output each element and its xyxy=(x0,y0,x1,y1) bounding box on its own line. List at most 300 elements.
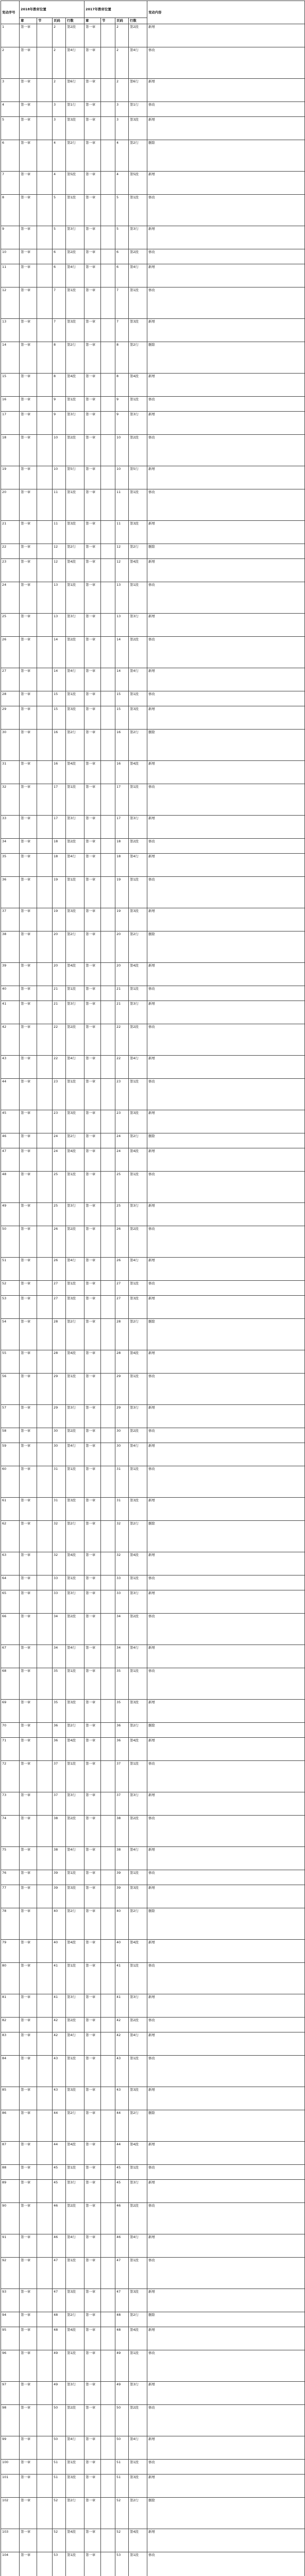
cell-page-2018: 39 xyxy=(53,1885,66,1908)
cell-chapter-2018: 第一章 xyxy=(20,854,37,877)
cell-content: 新增 xyxy=(147,908,305,931)
cell-content: 新增 xyxy=(147,1700,305,1723)
cell-chapter-2018: 第一章 xyxy=(20,706,37,730)
table-row xyxy=(1,1056,305,1079)
cell-chapter-2017: 第一章 xyxy=(84,1885,101,1908)
cell-section-2018 xyxy=(37,908,53,931)
cell-seq: 88 xyxy=(1,2165,20,2180)
cell-chapter-2017: 第一章 xyxy=(84,816,101,839)
cell-page-2018: 15 xyxy=(53,706,66,730)
cell-content: 删除 xyxy=(147,2110,305,2142)
cell-row-2018: 第2段 xyxy=(66,1024,84,1056)
cell-chapter-2018: 第一章 xyxy=(20,2032,37,2056)
cell-section-2018 xyxy=(37,637,53,668)
cell-row-2017: 第3段 xyxy=(129,319,147,342)
cell-section-2017 xyxy=(101,1521,115,1552)
cell-page-2018: 18 xyxy=(53,854,66,877)
cell-page-2018: 22 xyxy=(53,1056,66,1079)
cell-chapter-2017: 第一章 xyxy=(84,1024,101,1056)
cell-row-2018: 第3行 xyxy=(66,1405,84,1428)
cell-section-2018 xyxy=(37,1056,53,1079)
cell-page-2018: 51 xyxy=(53,2475,66,2498)
cell-seq: 39 xyxy=(1,963,20,986)
cell-section-2018 xyxy=(37,2350,53,2382)
table-row xyxy=(1,582,305,614)
cell-page-2018: 27 xyxy=(53,1281,66,1296)
cell-page-2018: 17 xyxy=(53,784,66,816)
cell-chapter-2017: 第一章 xyxy=(84,79,101,102)
cell-seq: 74 xyxy=(1,1816,20,1847)
cell-page-2017: 14 xyxy=(115,668,129,691)
cell-section-2017 xyxy=(101,1350,115,1374)
cell-chapter-2018: 第一章 xyxy=(20,839,37,854)
table-row xyxy=(1,1374,305,1405)
cell-content: 删除 xyxy=(147,342,305,374)
cell-section-2018 xyxy=(37,1668,53,1700)
cell-section-2018 xyxy=(37,1203,53,1226)
cell-content: 新增 xyxy=(147,1645,305,1668)
cell-section-2017 xyxy=(101,963,115,986)
cell-row-2017: 第3行 xyxy=(129,2382,147,2405)
cell-chapter-2018: 第一章 xyxy=(20,2529,37,2552)
cell-page-2018: 7 xyxy=(53,287,66,319)
cell-seq: 73 xyxy=(1,1792,20,1816)
cell-seq: 17 xyxy=(1,412,20,435)
cell-content: 删除 xyxy=(147,931,305,963)
cell-section-2017 xyxy=(101,1870,115,1885)
cell-page-2017: 36 xyxy=(115,1723,129,1738)
cell-chapter-2018: 第一章 xyxy=(20,226,37,249)
cell-chapter-2018: 第一章 xyxy=(20,1963,37,1994)
cell-chapter-2018: 第一章 xyxy=(20,1056,37,1079)
cell-row-2017: 第2行 xyxy=(129,544,147,559)
cell-chapter-2018: 第一章 xyxy=(20,1110,37,1133)
cell-page-2017: 28 xyxy=(115,1319,129,1350)
cell-seq: 32 xyxy=(1,784,20,816)
table-row xyxy=(1,102,305,117)
cell-chapter-2017: 第一章 xyxy=(84,706,101,730)
cell-row-2018: 第2段 xyxy=(66,1816,84,1847)
cell-page-2018: 9 xyxy=(53,397,66,412)
cell-content: 修改 xyxy=(147,637,305,668)
cell-row-2018: 第3段 xyxy=(66,706,84,730)
cell-page-2017: 33 xyxy=(115,1575,129,1590)
cell-row-2017: 第4段 xyxy=(129,1148,147,1172)
cell-section-2017 xyxy=(101,264,115,287)
cell-page-2018: 38 xyxy=(53,1847,66,1870)
cell-page-2018: 9 xyxy=(53,412,66,435)
cell-row-2018: 第1段 xyxy=(66,2552,84,2576)
cell-row-2018: 第4行 xyxy=(66,1847,84,1870)
cell-row-2017: 第1段 xyxy=(129,397,147,412)
cell-row-2017: 第3段 xyxy=(129,1296,147,1319)
cell-seq: 56 xyxy=(1,1374,20,1405)
cell-page-2018: 47 xyxy=(53,2289,66,2312)
cell-content: 新增 xyxy=(147,1940,305,1963)
cell-content: 新增 xyxy=(147,2234,305,2258)
cell-seq: 70 xyxy=(1,1723,20,1738)
cell-page-2018: 45 xyxy=(53,2165,66,2180)
cell-chapter-2018: 第一章 xyxy=(20,877,37,908)
cell-page-2018: 48 xyxy=(53,2312,66,2327)
cell-content: 修改 xyxy=(147,47,305,79)
cell-page-2017: 40 xyxy=(115,1908,129,1940)
cell-page-2017: 2 xyxy=(115,47,129,79)
cell-row-2018: 第3段 xyxy=(66,1110,84,1133)
cell-chapter-2018: 第一章 xyxy=(20,1498,37,1521)
cell-content: 新增 xyxy=(147,24,305,47)
cell-section-2018 xyxy=(37,1816,53,1847)
cell-row-2018: 第1段 xyxy=(66,1668,84,1700)
cell-row-2017: 第1段 xyxy=(129,2165,147,2180)
cell-page-2018: 27 xyxy=(53,1296,66,1319)
cell-seq: 55 xyxy=(1,1350,20,1374)
cell-section-2017 xyxy=(101,2258,115,2289)
revision-table xyxy=(1,1,305,2576)
cell-row-2017: 第3段 xyxy=(129,117,147,140)
cell-chapter-2018: 第一章 xyxy=(20,1203,37,1226)
cell-chapter-2018: 第一章 xyxy=(20,2327,37,2350)
cell-row-2018: 第2行 xyxy=(66,342,84,374)
cell-chapter-2017: 第一章 xyxy=(84,637,101,668)
cell-section-2017 xyxy=(101,412,115,435)
table-row xyxy=(1,691,305,706)
cell-chapter-2017: 第一章 xyxy=(84,1994,101,2018)
table-row xyxy=(1,839,305,854)
cell-row-2018: 第2段 xyxy=(66,435,84,466)
cell-row-2018: 第3行 xyxy=(66,1590,84,1614)
cell-seq: 100 xyxy=(1,2460,20,2475)
cell-page-2018: 4 xyxy=(53,172,66,195)
cell-seq: 3 xyxy=(1,79,20,102)
cell-row-2017: 第4段 xyxy=(129,761,147,784)
cell-page-2018: 30 xyxy=(53,1428,66,1443)
cell-section-2018 xyxy=(37,614,53,637)
cell-chapter-2017: 第一章 xyxy=(84,1614,101,1645)
cell-row-2017: 第2段 xyxy=(129,24,147,47)
cell-page-2018: 46 xyxy=(53,2234,66,2258)
cell-chapter-2018: 第一章 xyxy=(20,908,37,931)
cell-content: 新增 xyxy=(147,2436,305,2460)
table-row xyxy=(1,1940,305,1963)
cell-section-2018 xyxy=(37,2142,53,2165)
table-header-row xyxy=(1,1,305,18)
cell-page-2017: 16 xyxy=(115,761,129,784)
cell-page-2018: 34 xyxy=(53,1645,66,1668)
cell-page-2018: 46 xyxy=(53,2203,66,2234)
cell-page-2017: 13 xyxy=(115,582,129,614)
cell-row-2018: 第3行 xyxy=(66,2382,84,2405)
cell-row-2017: 第3行 xyxy=(129,412,147,435)
cell-content: 新增 xyxy=(147,1001,305,1024)
cell-seq: 4 xyxy=(1,102,20,117)
cell-section-2018 xyxy=(37,1319,53,1350)
cell-chapter-2017: 第一章 xyxy=(84,489,101,521)
cell-page-2018: 3 xyxy=(53,102,66,117)
cell-chapter-2018: 第一章 xyxy=(20,668,37,691)
cell-content: 新增 xyxy=(147,1258,305,1281)
cell-page-2018: 10 xyxy=(53,466,66,489)
table-row xyxy=(1,1319,305,1350)
cell-chapter-2017: 第一章 xyxy=(84,730,101,761)
cell-row-2017: 第4行 xyxy=(129,2436,147,2460)
cell-seq: 16 xyxy=(1,397,20,412)
cell-chapter-2017: 第一章 xyxy=(84,2258,101,2289)
cell-row-2017: 第1段 xyxy=(129,986,147,1001)
cell-row-2018: 第2段 xyxy=(66,2018,84,2032)
cell-row-2018: 第3行 xyxy=(66,1203,84,1226)
cell-content: 新增 xyxy=(147,1056,305,1079)
cell-section-2018 xyxy=(37,1110,53,1133)
cell-row-2017: 第2段 xyxy=(129,435,147,466)
cell-row-2017: 第4段 xyxy=(129,2327,147,2350)
cell-content: 新增 xyxy=(147,1498,305,1521)
cell-chapter-2017: 第一章 xyxy=(84,1319,101,1350)
cell-row-2017: 第2段 xyxy=(129,2405,147,2436)
cell-chapter-2017: 第一章 xyxy=(84,2382,101,2405)
cell-chapter-2017: 第一章 xyxy=(84,374,101,397)
table-row xyxy=(1,730,305,761)
cell-seq: 60 xyxy=(1,1466,20,1498)
cell-chapter-2017: 第一章 xyxy=(84,1575,101,1590)
cell-page-2018: 16 xyxy=(53,761,66,784)
cell-row-2018: 第1段 xyxy=(66,1963,84,1994)
cell-section-2017 xyxy=(101,854,115,877)
cell-row-2017: 第2行 xyxy=(129,1908,147,1940)
cell-section-2017 xyxy=(101,195,115,226)
cell-section-2017 xyxy=(101,1056,115,1079)
cell-row-2017: 第3段 xyxy=(129,1700,147,1723)
cell-row-2018: 第3段 xyxy=(66,2087,84,2110)
cell-section-2017 xyxy=(101,931,115,963)
cell-seq: 61 xyxy=(1,1498,20,1521)
cell-page-2017: 17 xyxy=(115,784,129,816)
cell-chapter-2017: 第一章 xyxy=(84,582,101,614)
cell-seq: 6 xyxy=(1,140,20,172)
cell-row-2018: 第4行 xyxy=(66,2032,84,2056)
cell-chapter-2017: 第一章 xyxy=(84,102,101,117)
cell-section-2018 xyxy=(37,521,53,544)
cell-seq: 84 xyxy=(1,2056,20,2087)
cell-chapter-2017: 第一章 xyxy=(84,172,101,195)
cell-section-2018 xyxy=(37,784,53,816)
cell-page-2017: 11 xyxy=(115,489,129,521)
cell-section-2018 xyxy=(37,1281,53,1296)
cell-content: 新增 xyxy=(147,559,305,582)
cell-section-2017 xyxy=(101,1994,115,2018)
cell-row-2018: 第6行 xyxy=(66,79,84,102)
table-row xyxy=(1,1281,305,1296)
table-row xyxy=(1,2056,305,2087)
table-row xyxy=(1,1148,305,1172)
cell-section-2018 xyxy=(37,342,53,374)
cell-page-2017: 3 xyxy=(115,102,129,117)
cell-content: 修改 xyxy=(147,1079,305,1110)
cell-row-2017: 第2行 xyxy=(129,1133,147,1148)
cell-page-2018: 30 xyxy=(53,1443,66,1466)
cell-row-2018: 第3行 xyxy=(66,412,84,435)
cell-section-2017 xyxy=(101,1079,115,1110)
table-row xyxy=(1,668,305,691)
cell-chapter-2017: 第一章 xyxy=(84,2460,101,2475)
cell-chapter-2018: 第一章 xyxy=(20,1792,37,1816)
cell-section-2017 xyxy=(101,1428,115,1443)
table-row xyxy=(1,877,305,908)
cell-chapter-2018: 第一章 xyxy=(20,319,37,342)
cell-seq: 79 xyxy=(1,1940,20,1963)
cell-chapter-2018: 第一章 xyxy=(20,342,37,374)
cell-row-2018: 第1段 xyxy=(66,691,84,706)
cell-page-2018: 28 xyxy=(53,1319,66,1350)
cell-content: 新增 xyxy=(147,319,305,342)
cell-page-2018: 8 xyxy=(53,374,66,397)
cell-content: 修改 xyxy=(147,1466,305,1498)
cell-page-2017: 9 xyxy=(115,397,129,412)
cell-page-2018: 11 xyxy=(53,521,66,544)
cell-row-2018: 第3段 xyxy=(66,1498,84,1521)
cell-section-2017 xyxy=(101,908,115,931)
cell-row-2018: 第3行 xyxy=(66,614,84,637)
cell-page-2017: 2 xyxy=(115,79,129,102)
cell-seq: 99 xyxy=(1,2436,20,2460)
cell-content: 修改 xyxy=(147,1761,305,1792)
cell-section-2017 xyxy=(101,521,115,544)
cell-section-2017 xyxy=(101,2289,115,2312)
table-row xyxy=(1,1350,305,1374)
cell-section-2018 xyxy=(37,1079,53,1110)
cell-seq: 30 xyxy=(1,730,20,761)
cell-page-2017: 46 xyxy=(115,2234,129,2258)
cell-section-2018 xyxy=(37,172,53,195)
cell-seq: 62 xyxy=(1,1521,20,1552)
cell-row-2017: 第3行 xyxy=(129,226,147,249)
cell-section-2018 xyxy=(37,582,53,614)
cell-section-2018 xyxy=(37,2436,53,2460)
cell-page-2018: 50 xyxy=(53,2405,66,2436)
cell-section-2018 xyxy=(37,1405,53,1428)
cell-section-2018 xyxy=(37,226,53,249)
cell-chapter-2017: 第一章 xyxy=(84,2552,101,2576)
cell-seq: 7 xyxy=(1,172,20,195)
header-seq: 变动序号 xyxy=(1,1,20,24)
cell-chapter-2017: 第一章 xyxy=(84,1723,101,1738)
cell-page-2017: 29 xyxy=(115,1374,129,1405)
cell-page-2017: 42 xyxy=(115,2018,129,2032)
cell-page-2018: 52 xyxy=(53,2498,66,2529)
cell-content: 新增 xyxy=(147,2289,305,2312)
cell-section-2018 xyxy=(37,1590,53,1614)
cell-seq: 15 xyxy=(1,374,20,397)
cell-row-2018: 第4段 xyxy=(66,1552,84,1575)
cell-section-2018 xyxy=(37,1645,53,1668)
cell-row-2018: 第2行 xyxy=(66,2312,84,2327)
cell-page-2017: 47 xyxy=(115,2258,129,2289)
cell-section-2017 xyxy=(101,559,115,582)
cell-row-2018: 第1段 xyxy=(66,2165,84,2180)
cell-section-2017 xyxy=(101,2382,115,2405)
cell-row-2017: 第4行 xyxy=(129,1443,147,1466)
cell-chapter-2017: 第一章 xyxy=(84,1700,101,1723)
cell-chapter-2018: 第一章 xyxy=(20,1281,37,1296)
cell-row-2018: 第1段 xyxy=(66,1172,84,1203)
cell-row-2018: 第2行 xyxy=(66,1908,84,1940)
cell-chapter-2017: 第一章 xyxy=(84,1521,101,1552)
cell-row-2017: 第1段 xyxy=(129,2350,147,2382)
table-row xyxy=(1,1614,305,1645)
cell-content: 修改 xyxy=(147,2165,305,2180)
cell-section-2017 xyxy=(101,1001,115,1024)
cell-chapter-2017: 第一章 xyxy=(84,1374,101,1405)
cell-chapter-2017: 第一章 xyxy=(84,2018,101,2032)
cell-row-2018: 第2段 xyxy=(66,2203,84,2234)
table-row xyxy=(1,706,305,730)
cell-section-2017 xyxy=(101,839,115,854)
table-row xyxy=(1,1885,305,1908)
cell-content: 修改 xyxy=(147,2460,305,2475)
cell-row-2018: 第2行 xyxy=(66,544,84,559)
subheader-page: 页码 xyxy=(115,18,129,24)
cell-chapter-2018: 第一章 xyxy=(20,1172,37,1203)
cell-content: 新增 xyxy=(147,706,305,730)
table-row xyxy=(1,1994,305,2018)
cell-page-2018: 2 xyxy=(53,47,66,79)
cell-chapter-2017: 第一章 xyxy=(84,1258,101,1281)
cell-page-2018: 7 xyxy=(53,319,66,342)
cell-content: 新增 xyxy=(147,1110,305,1133)
cell-row-2018: 第4段 xyxy=(66,761,84,784)
cell-chapter-2017: 第一章 xyxy=(84,1405,101,1428)
cell-seq: 72 xyxy=(1,1761,20,1792)
cell-chapter-2018: 第一章 xyxy=(20,264,37,287)
cell-page-2018: 31 xyxy=(53,1498,66,1521)
cell-section-2017 xyxy=(101,2436,115,2460)
cell-section-2017 xyxy=(101,816,115,839)
cell-section-2017 xyxy=(101,435,115,466)
cell-row-2017: 第4行 xyxy=(129,1258,147,1281)
cell-section-2017 xyxy=(101,1590,115,1614)
cell-row-2017: 第1段 xyxy=(129,582,147,614)
cell-row-2018: 第2行 xyxy=(66,2498,84,2529)
cell-row-2018: 第4行 xyxy=(66,1258,84,1281)
cell-page-2018: 6 xyxy=(53,249,66,264)
cell-chapter-2017: 第一章 xyxy=(84,1908,101,1940)
cell-section-2018 xyxy=(37,2460,53,2475)
cell-chapter-2017: 第一章 xyxy=(84,908,101,931)
table-row xyxy=(1,1001,305,1024)
cell-chapter-2018: 第一章 xyxy=(20,1738,37,1761)
cell-section-2018 xyxy=(37,1172,53,1203)
table-row xyxy=(1,489,305,521)
cell-section-2017 xyxy=(101,1668,115,1700)
cell-chapter-2018: 第一章 xyxy=(20,1319,37,1350)
cell-chapter-2017: 第一章 xyxy=(84,2327,101,2350)
cell-seq: 86 xyxy=(1,2110,20,2142)
cell-row-2018: 第1段 xyxy=(66,1761,84,1792)
cell-page-2018: 29 xyxy=(53,1374,66,1405)
cell-row-2018: 第1段 xyxy=(66,784,84,816)
cell-row-2017: 第3段 xyxy=(129,1110,147,1133)
table-row xyxy=(1,544,305,559)
cell-page-2018: 32 xyxy=(53,1552,66,1575)
cell-section-2017 xyxy=(101,2529,115,2552)
cell-page-2018: 12 xyxy=(53,559,66,582)
cell-row-2017: 第2段 xyxy=(129,637,147,668)
cell-page-2018: 37 xyxy=(53,1761,66,1792)
cell-row-2017: 第2段 xyxy=(129,2018,147,2032)
table-row xyxy=(1,1668,305,1700)
cell-chapter-2018: 第一章 xyxy=(20,466,37,489)
cell-page-2017: 52 xyxy=(115,2529,129,2552)
